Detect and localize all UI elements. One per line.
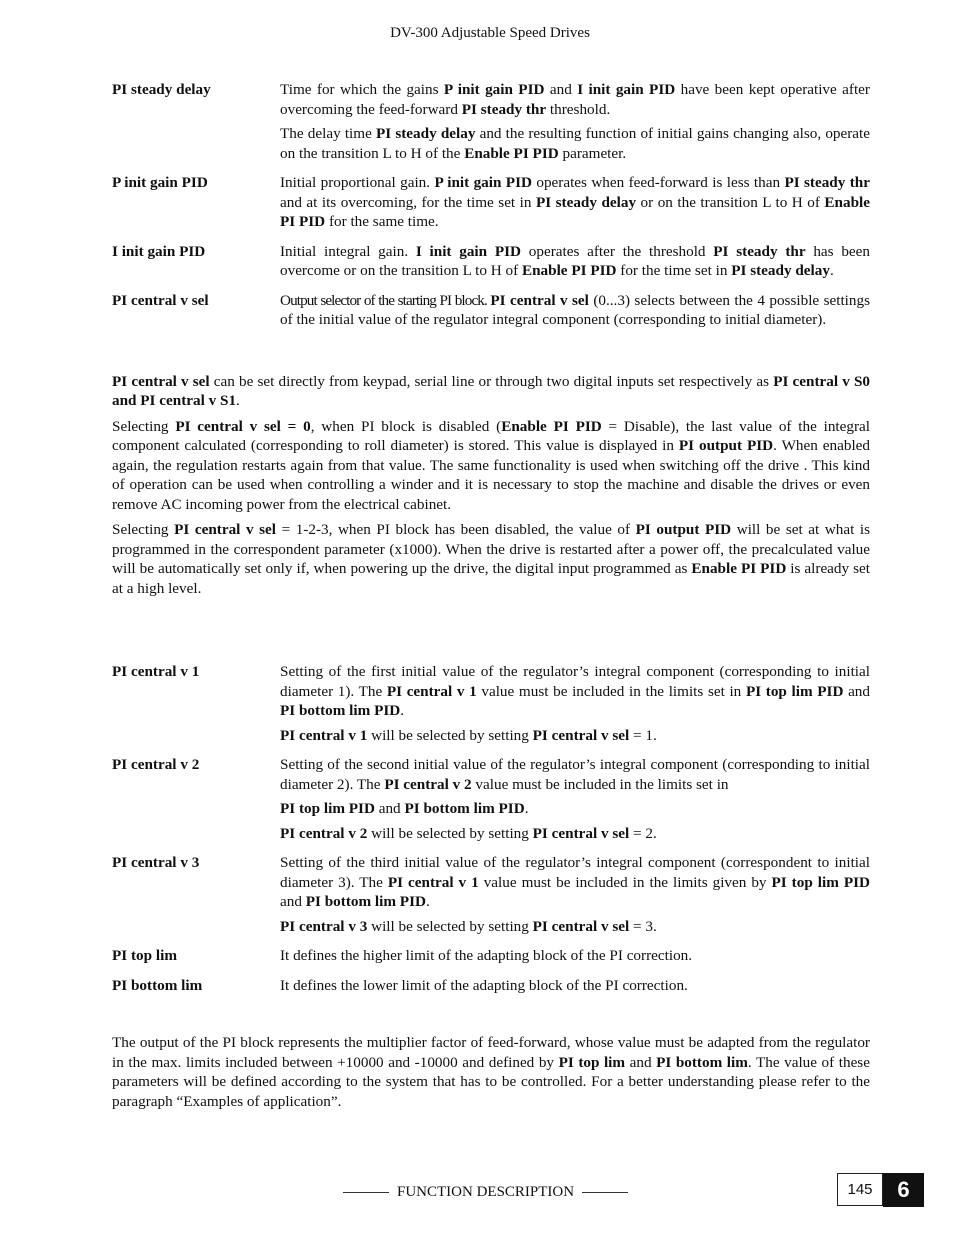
description-paragraph	[280, 976, 870, 996]
definition-row	[112, 242, 870, 286]
text-run: will be selected by setting	[367, 726, 533, 744]
text-run: and	[544, 81, 578, 98]
parameter-term: PI central v 2	[112, 756, 200, 773]
text-run: Time for which the gains	[280, 81, 444, 98]
text-run: = 1-2-3, when PI block has been disabled, the value of	[276, 521, 636, 538]
parameter-term: PI central v 3	[112, 854, 200, 871]
bold-parameter-name: PI bottom lim PID	[404, 800, 525, 817]
text-run: or on the transition L to H of	[636, 193, 825, 211]
description-paragraph	[280, 853, 870, 912]
description-paragraph	[280, 124, 870, 163]
parameter-term: P init gain PID	[112, 174, 208, 191]
text-run: The output of the PI block represents the multiplier factor of feed-forward, whose value must be adapted from the regulator in the max. limits included between +10000 and -10000 and defined by	[112, 1034, 870, 1071]
parameter-term: PI top lim	[112, 947, 177, 964]
page-header: DV-300 Adjustable Speed Drives	[390, 25, 590, 41]
description-paragraph	[280, 946, 870, 966]
definition-row	[112, 80, 870, 168]
text-run: has been overcome or on the transition L to H of	[280, 242, 871, 279]
bold-parameter-name: P init gain PID	[443, 81, 545, 98]
description-paragraph	[280, 726, 870, 746]
parameter-description	[280, 662, 870, 750]
bold-parameter-name: PI steady delay	[375, 125, 476, 142]
bold-parameter-name: I init gain PID	[415, 242, 522, 260]
bold-parameter-name: PI output PID	[678, 437, 774, 454]
parameter-description	[280, 291, 870, 335]
text-run: will be set at what is programmed in the correspondent parameter (x1000). When the drive is restarted after a power off, the precalculated value will be automatically set only if, when powering up the drive, the digital input programmed as	[112, 521, 870, 577]
text-run: It defines the lower limit of the adapting block of the PI correction.	[280, 976, 688, 994]
footer-rule-left	[343, 1192, 389, 1193]
bold-parameter-name: Enable PI PID	[280, 193, 870, 230]
text-run: is already set at a high level.	[112, 560, 870, 597]
bold-parameter-name: PI top lim PID	[280, 800, 375, 817]
text-run: The delay time	[280, 125, 376, 142]
definition-row	[112, 946, 870, 971]
definition-row	[112, 662, 870, 750]
definition-row	[112, 976, 870, 1001]
page-number: 145	[837, 1173, 883, 1206]
bold-parameter-name: PI central v 1	[386, 682, 477, 700]
text-run: and at its overcoming, for the time set in	[280, 193, 536, 211]
parameter-term: I init gain PID	[112, 242, 206, 260]
bold-parameter-name: PI central v sel = 0	[175, 417, 311, 435]
text-run: for the time set in	[616, 262, 732, 279]
body-paragraph	[112, 372, 870, 411]
description-paragraph	[280, 173, 870, 232]
text-run: = 1.	[629, 726, 657, 744]
page-footer	[343, 1183, 643, 1203]
text-run: .	[524, 800, 529, 817]
bold-parameter-name: P init gain PID	[434, 174, 532, 191]
text-run: value must be included in the limits given by	[478, 873, 772, 891]
text-run: Selecting	[112, 521, 175, 538]
text-run: will be selected by setting	[367, 824, 533, 842]
bold-parameter-name: PI central v 2	[280, 824, 368, 842]
text-run: .	[236, 392, 240, 409]
body-paragraph	[112, 520, 870, 598]
description-paragraph	[280, 755, 870, 794]
text-run: parameter.	[558, 144, 627, 162]
bold-parameter-name: PI top lim	[558, 1053, 626, 1071]
description-paragraph	[280, 242, 870, 281]
text-run: Setting of the second initial value of the regulator’s integral component (corresponding to initial diameter 2). The	[280, 756, 870, 793]
text-run: and the resulting function of initial gains changing also, operate on the transition L to H of the	[280, 125, 871, 162]
bold-parameter-name: PI central v 1	[280, 726, 368, 744]
bold-parameter-name: PI central v 1	[387, 873, 479, 891]
bold-parameter-name: PI central v sel	[532, 824, 630, 842]
bold-parameter-name: PI central v sel	[532, 917, 630, 935]
text-run: and	[625, 1053, 657, 1071]
text-run: .	[425, 893, 430, 910]
text-run: Output selector of the starting PI block.	[280, 291, 491, 309]
parameter-description	[280, 242, 870, 286]
description-paragraph	[280, 291, 870, 330]
text-run: and	[374, 800, 405, 817]
bold-parameter-name: PI top lim PID	[771, 873, 870, 891]
body-paragraph	[112, 417, 870, 515]
text-run: (0...3) selects between the 4 possible settings of the initial value of the regulator integral component (corresponding to initial diameter).	[280, 291, 870, 328]
definition-row	[112, 173, 870, 237]
bold-parameter-name: PI central v 3	[280, 917, 368, 935]
bold-parameter-name: PI central v 2	[384, 775, 472, 793]
definition-row	[112, 291, 870, 335]
parameter-description	[280, 755, 870, 848]
text-run: Setting of the third initial value of the regulator’s integral component (correspondent to initial diameter 3). The	[280, 854, 870, 891]
footer-section-title: FUNCTION DESCRIPTION	[397, 1184, 575, 1200]
bold-parameter-name: PI bottom lim	[656, 1053, 748, 1071]
bold-parameter-name: Enable PI PID	[691, 560, 787, 577]
bold-parameter-name: PI top lim PID	[745, 682, 844, 700]
text-run: will be selected by setting	[367, 917, 533, 935]
definition-row	[112, 853, 870, 941]
bold-parameter-name: PI bottom lim PID	[280, 702, 401, 719]
text-run: . When enabled again, the regulation restarts again from that value. The same functionality is used when switching off the drive . This kind of operation can be used when controlling a winder and it is necessary to stop the machine and disable the drives or even remove AC incoming power from the electrical cabinet.	[112, 437, 870, 513]
bold-parameter-name: Enable PI PID	[464, 144, 559, 162]
bold-parameter-name: PI bottom lim PID	[305, 893, 426, 910]
description-paragraph	[280, 662, 870, 721]
text-run: = Disable), the last value of the integral component calculated (corresponding to roll diameter) is stored. This value is displayed in	[112, 417, 871, 454]
parameter-term: PI bottom lim	[112, 976, 203, 994]
bold-parameter-name: PI steady thr	[713, 242, 806, 260]
closing-paragraph	[112, 1033, 870, 1111]
bold-parameter-name: Enable PI PID	[521, 262, 617, 279]
text-run: = 3.	[629, 917, 657, 935]
text-run: operates when feed-forward is less than	[531, 174, 785, 191]
text-run: operates after the threshold	[521, 242, 714, 260]
text-run: Initial integral gain.	[280, 242, 416, 260]
description-paragraph	[280, 824, 870, 844]
definition-list-central-values	[112, 662, 870, 1000]
bold-parameter-name: PI steady delay	[535, 193, 637, 211]
text-run: .	[400, 702, 405, 719]
page-content	[112, 80, 870, 1117]
text-run: for the same time.	[325, 213, 439, 230]
parameter-description	[280, 976, 870, 1001]
text-run: have been kept operative after overcoming the feed-forward	[280, 81, 870, 118]
bold-parameter-name: PI central v S0 and PI central v S1	[112, 372, 870, 409]
parameter-description	[280, 853, 870, 941]
bold-parameter-name: PI output PID	[635, 521, 732, 538]
definition-row	[112, 755, 870, 848]
text-run: value must be included in the limits set in	[471, 775, 729, 793]
text-run: and	[280, 893, 306, 910]
text-run: Selecting	[112, 417, 176, 435]
text-run: can be set directly from keypad, serial line or through two digital inputs set respectively as	[209, 372, 774, 390]
description-paragraph	[280, 917, 870, 937]
parameter-description	[280, 173, 870, 237]
description-paragraph	[280, 80, 870, 119]
bold-parameter-name: PI central v sel	[532, 726, 630, 744]
footer-rule-right	[582, 1192, 628, 1193]
text-run: Initial proportional gain.	[280, 174, 435, 191]
description-paragraph	[280, 799, 870, 819]
text-run: .	[829, 262, 834, 279]
bold-parameter-name: PI steady thr	[784, 174, 870, 191]
text-run: . The value of these parameters will be defined according to the system that has to be controlled. For a better understanding please refer to the paragraph “Examples of application”.	[112, 1053, 870, 1110]
chapter-tab: 6	[883, 1173, 924, 1207]
bold-parameter-name: Enable PI PID	[501, 417, 602, 435]
text-run: value must be included in the limits set in	[476, 682, 746, 700]
text-run: , when PI block is disabled (	[310, 417, 502, 435]
bold-parameter-name: PI steady thr	[461, 100, 547, 118]
parameter-term: PI central v 1	[112, 663, 200, 680]
parameter-term: PI steady delay	[112, 81, 211, 98]
parameter-description	[280, 80, 870, 168]
parameter-description	[280, 946, 870, 971]
bold-parameter-name: PI central v sel	[112, 372, 210, 390]
text-run: threshold.	[546, 100, 611, 118]
body-text	[112, 372, 870, 599]
text-run: It defines the higher limit of the adapting block of the PI correction.	[280, 947, 693, 964]
text-run: Setting of the first initial value of the regulator’s integral component (corresponding to initial diameter 1). The	[280, 663, 870, 700]
bold-parameter-name: PI central v sel	[174, 521, 276, 538]
bold-parameter-name: PI central v sel	[490, 291, 589, 309]
parameter-term: PI central v sel	[112, 291, 209, 309]
text-run: = 2.	[629, 824, 657, 842]
bold-parameter-name: PI steady delay	[731, 262, 830, 279]
bold-parameter-name: I init gain PID	[577, 81, 676, 98]
definition-list-initial-gains	[112, 80, 870, 335]
text-run: and	[843, 682, 870, 700]
